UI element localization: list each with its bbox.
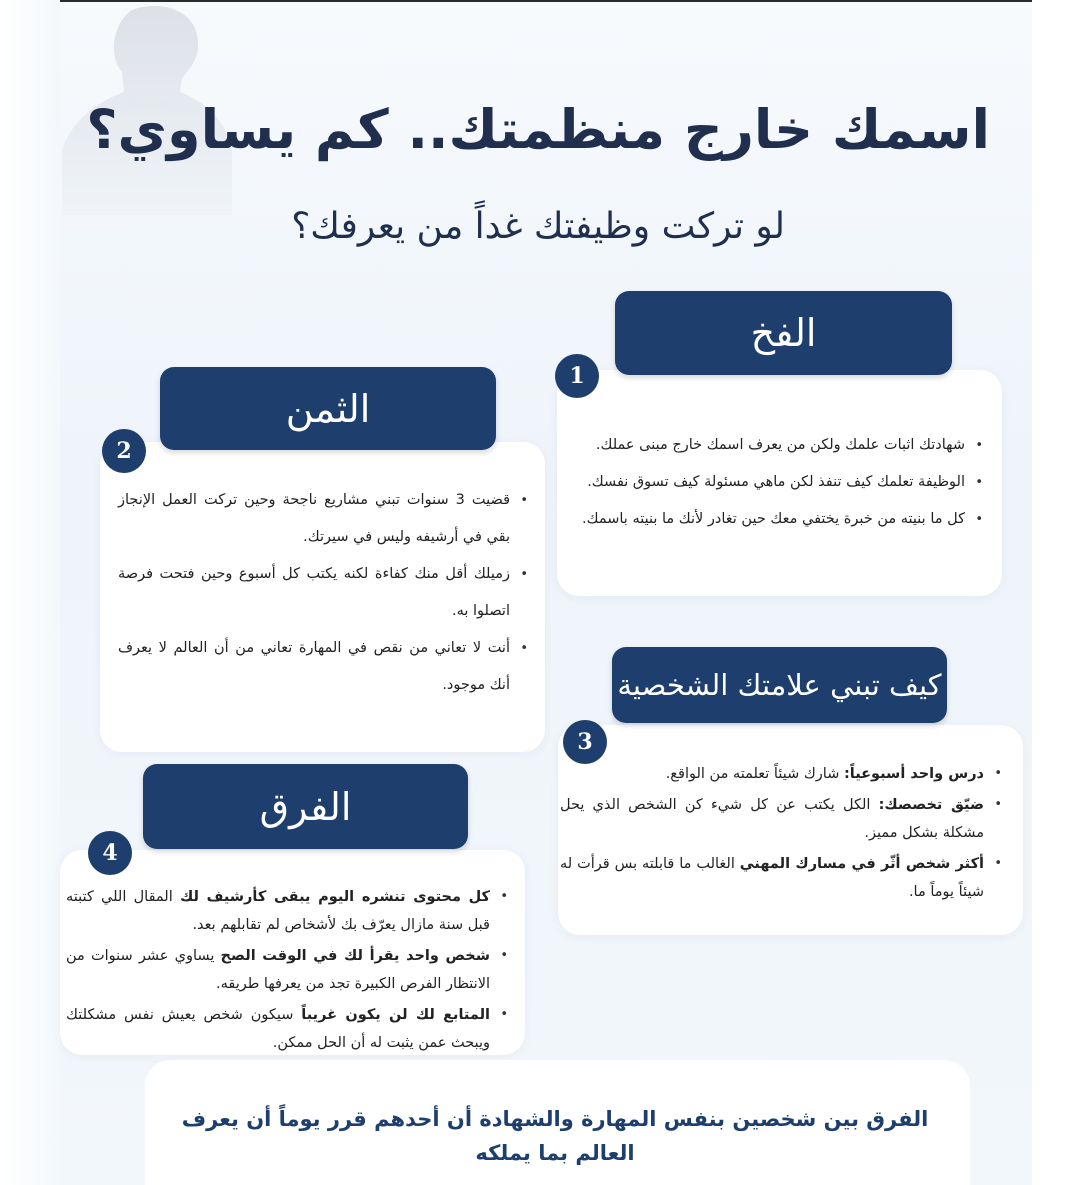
item-text: شارك شيئاً تعلمته من الواقع. [665,766,844,782]
page-title: اسمك خارج منظمتك.. كم يساوي؟ [86,98,990,161]
item-text: الغالب ما قابلته بس قرأت له شيئاً يوماً ما. [560,856,984,900]
section-number-1: 1 [569,363,585,389]
list-item: • شهادتك اثبات علمك ولكن من يعرف اسمك خارج مبنى عملك. [563,427,983,464]
item-text: الكل يكتب عن كل شيء كن الشخص الذي يحل مشكلة بشكل مميز. [560,797,984,841]
list-item: • زميلك أقل منك كفاءة لكنه يكتب كل أسبوع وحين فتحت فرصة اتصلوا به. [118,556,528,630]
item-term: درس واحد أسبوعياً: [843,766,984,782]
section-title-difference: الفرق [259,784,352,829]
list-item: • قضيت 3 سنوات تبني مشاريع ناجحة وحين تركت العمل الإنجاز بقي في أرشيفه وليس في سيرتك. [118,482,528,556]
list-item: • الوظيفة تعلمك كيف تنفذ لكن ماهي مسئولة كيف تسوق نفسك. [563,464,983,501]
item-text: يساوي عشر سنوات من الانتظار الفرص الكبيرة تجد من يعرفها طريقه. [66,948,490,992]
footer-statement: الفرق بين شخصين بنفس المهارة والشهادة أن أحدهم قرر يوماً أن يعرف العالم بما يملكه [181,1107,929,1165]
section-number-badge-1 [555,354,599,398]
list-item [66,883,508,939]
section-number-badge-4 [88,831,132,875]
item-text: سيكون شخص يعيش نفس مشكلتك ويبحث عمن يثبت له أن الحل ممكن. [66,1007,490,1051]
section-list-trap [563,427,983,538]
section-list-cost [118,482,528,704]
list-item [66,942,508,998]
section-banner-cost [160,367,496,450]
section-banner-trap [615,291,952,375]
list-item [66,1001,508,1057]
item-text: المقال اللي كتبته قبل سنة مازال يعرّف بك لأشخاص لم تقابلهم بعد. [66,889,490,933]
left-margin [0,0,60,1185]
section-title-cost: الثمن [285,386,371,431]
list-item: • أنت لا تعاني من نقص في المهارة تعاني من أن العالم لا يعرف أنك موجود. [118,630,528,704]
list-item [560,760,1002,788]
section-title-personal-brand: كيف تبني علامتك الشخصية [617,667,942,702]
list-item [560,850,1002,906]
section-list-personal-brand [560,760,1002,909]
section-banner-personal-brand [612,647,947,723]
section-number-badge-2 [102,429,146,473]
section-list-difference [66,883,508,1060]
item-term: كل محتوى تنشره اليوم يبقى كأرشيف لك [179,889,490,905]
section-number-4: 4 [102,840,118,866]
section-number-2: 2 [116,438,132,464]
section-number-3: 3 [577,729,593,755]
section-title-trap: الفخ [750,311,817,355]
section-number-badge-3 [563,720,607,764]
section-banner-difference [143,764,468,849]
item-term: ضيّق تخصصك: [878,797,984,813]
item-term: أكثر شخص أثّر في مسارك المهني [739,856,984,872]
list-item [560,791,1002,847]
page-subtitle: لو تركت وظيفتك غداً من يعرفك؟ [291,206,785,247]
list-item: • كل ما بنيته من خبرة يختفي معك حين تغادر لأنك ما بنيته باسمك. [563,501,983,538]
item-term: شخص واحد يقرأ لك في الوقت الصح [220,948,490,964]
item-term: المتابع لك لن يكون غريباً [301,1007,490,1023]
right-margin [1032,0,1080,1185]
